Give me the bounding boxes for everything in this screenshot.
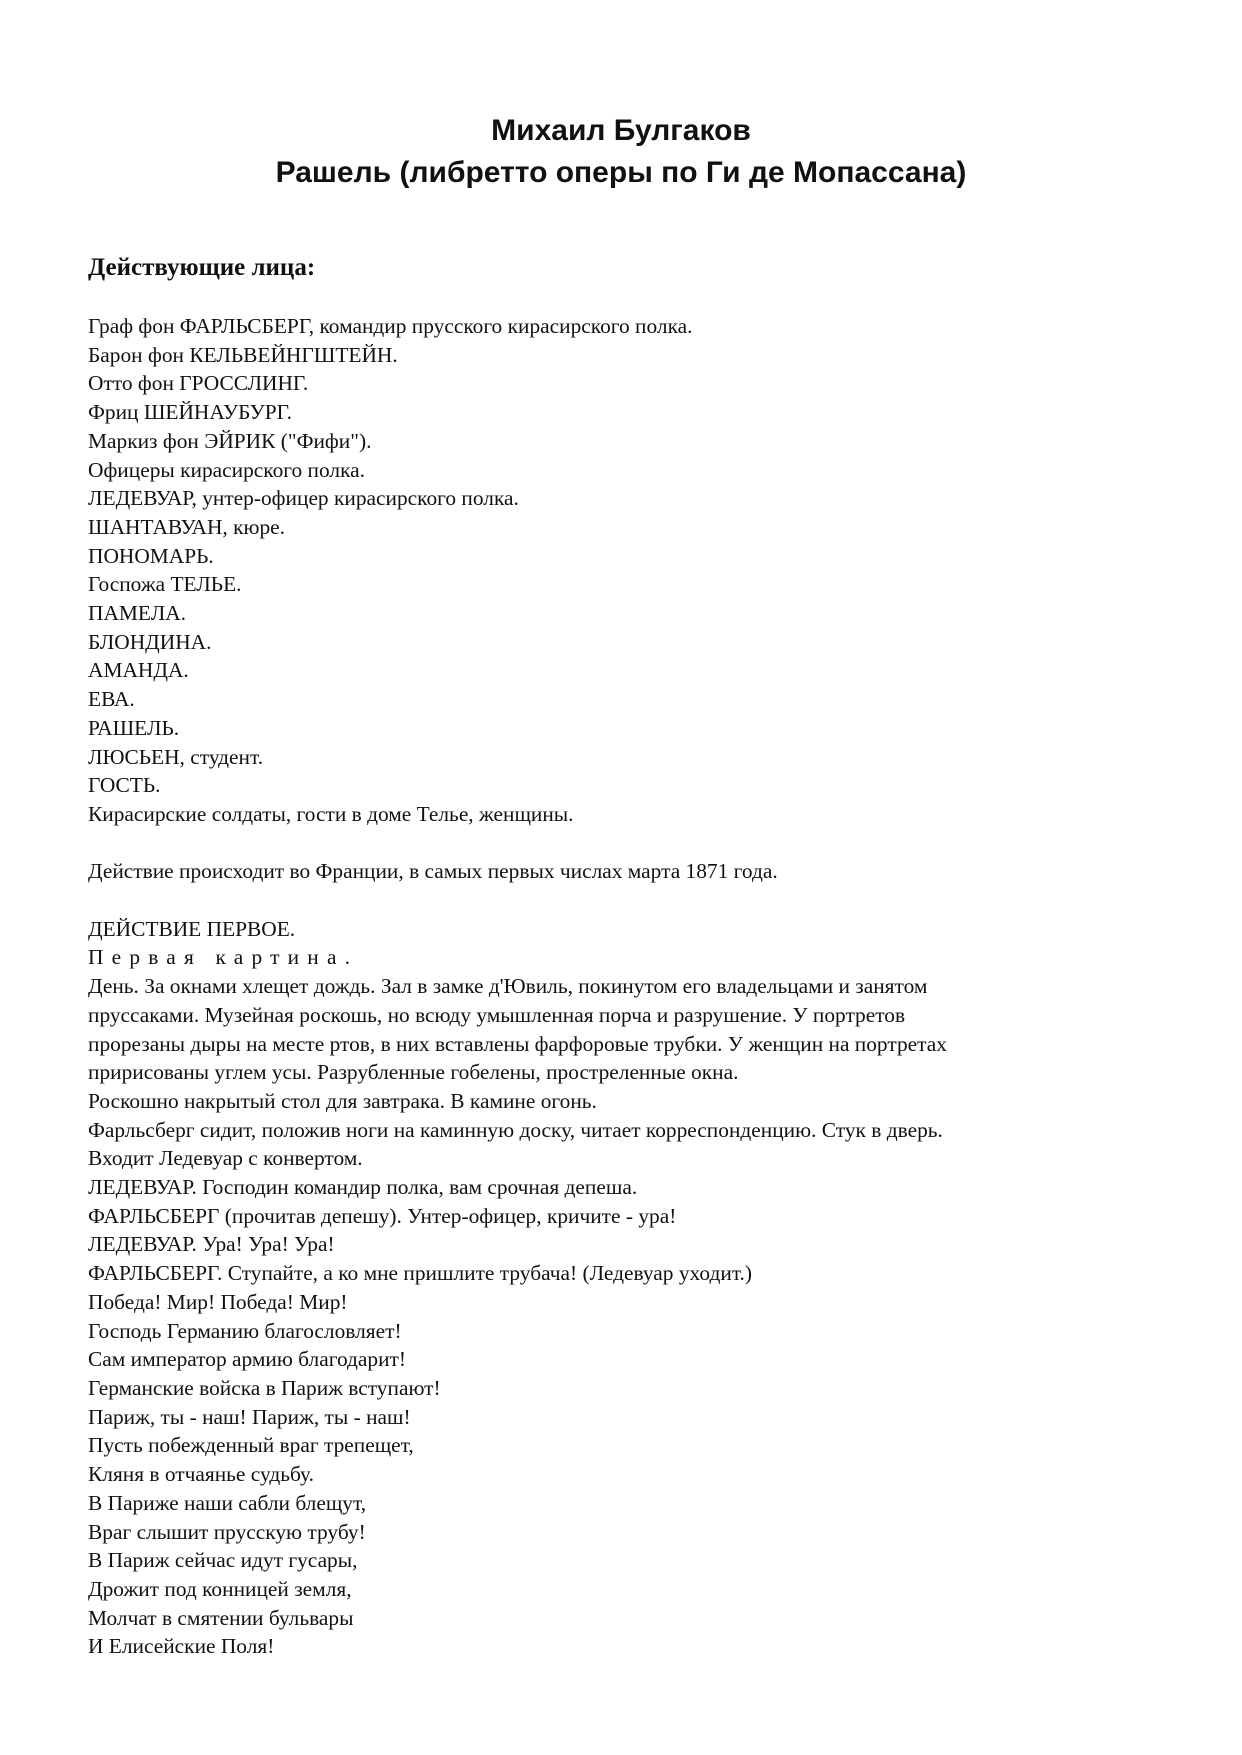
cast-item: БЛОНДИНА. bbox=[88, 629, 212, 654]
scene-line: Враг слышит прусскую трубу! bbox=[88, 1519, 366, 1544]
scene-line: пруссаками. Музейная роскошь, но всюду умышленная порча и разрушение. У портретов bbox=[88, 1002, 906, 1027]
cast-item: Госпожа ТЕЛЬЕ. bbox=[88, 572, 242, 597]
document-title: Рашель (либретто оперы по Ги де Мопассана) bbox=[275, 156, 967, 189]
cast-item: ГОСТЬ. bbox=[88, 773, 161, 798]
scene-line: Фарльсберг сидит, положив ноги на каминную доску, читает корреспонденцию. Стук в дверь. bbox=[88, 1117, 943, 1142]
scene-line: ЛЕДЕВУАР. Ура! Ура! Ура! bbox=[88, 1232, 335, 1257]
scene-line: Молчат в смятении бульвары bbox=[88, 1605, 354, 1630]
scene-line: прорезаны дыры на месте ртов, в них вставлены фарфоровые трубки. У женщин на портретах bbox=[88, 1031, 947, 1056]
scene-line: ФАРЛЬСБЕРГ (прочитав депешу). Унтер-офицер, кричите - ура! bbox=[88, 1203, 677, 1228]
document-body bbox=[88, 312, 1168, 1661]
scene-line: ЛЕДЕВУАР. Господин командир полка, вам срочная депеша. bbox=[88, 1175, 638, 1200]
scene-line: ФАРЛЬСБЕРГ. Ступайте, а ко мне пришлите трубача! (Ледевуар уходит.) bbox=[88, 1261, 753, 1286]
scene-line: Победа! Мир! Победа! Мир! bbox=[88, 1289, 348, 1314]
cast-item: ЕВА. bbox=[88, 687, 135, 712]
scene-line: Сам император армию благодарит! bbox=[88, 1347, 407, 1372]
cast-item: ЛЕДЕВУАР, унтер-офицер кирасирского полка. bbox=[88, 486, 519, 511]
scene-heading: Первая картина. bbox=[88, 945, 359, 970]
scene-line: Париж, ты - наш! Париж, ты - наш! bbox=[88, 1404, 411, 1429]
cast-item: ПАМЕЛА. bbox=[88, 601, 187, 626]
scene-line: В Париже наши сабли блещут, bbox=[88, 1490, 367, 1515]
scene-line: Германские войска в Париж вступают! bbox=[88, 1375, 441, 1400]
cast-item: Барон фон КЕЛЬВЕЙНГШТЕЙН. bbox=[88, 342, 398, 367]
author-name: Михаил Булгаков bbox=[491, 114, 751, 147]
scene-line: Пусть побежденный враг трепещет, bbox=[88, 1433, 414, 1458]
act-heading: ДЕЙСТВИЕ ПЕРВОЕ. bbox=[88, 916, 296, 941]
cast-item: Граф фон ФАРЛЬСБЕРГ, командир прусского кирасирского полка. bbox=[88, 314, 693, 338]
cast-list bbox=[88, 312, 1168, 829]
scene-line: Кляня в отчаянье судьбу. bbox=[88, 1462, 314, 1487]
paragraph-spacer bbox=[88, 886, 1168, 915]
setting-note: Действие происходит во Франции, в самых первых числах марта 1871 года. bbox=[88, 859, 778, 884]
scene-line: Входит Ледевуар с конвертом. bbox=[88, 1146, 363, 1171]
cast-item: Маркиз фон ЭЙРИК ("Фифи"). bbox=[88, 428, 372, 453]
scene-line: В Париж сейчас идут гусары, bbox=[88, 1548, 358, 1573]
cast-item: Фриц ШЕЙНАУБУРГ. bbox=[88, 400, 292, 425]
cast-item: АМАНДА. bbox=[88, 658, 189, 683]
cast-heading: Действующие лица: bbox=[88, 254, 316, 281]
scene-line: Господь Германию благословляет! bbox=[88, 1318, 402, 1343]
scene-line: И Елисейские Поля! bbox=[88, 1634, 275, 1659]
document-title-block bbox=[0, 110, 1242, 194]
cast-item: Офицеры кирасирского полка. bbox=[88, 457, 366, 482]
scene-line: Дрожит под конницей земля, bbox=[88, 1576, 352, 1601]
scene-line: День. За окнами хлещет дождь. Зал в замке д'Ювиль, покинутом его владельцами и занятом bbox=[88, 974, 928, 999]
cast-item: Отто фон ГРОССЛИНГ. bbox=[88, 371, 309, 396]
cast-item: ШАНТАВУАН, кюре. bbox=[88, 514, 286, 539]
cast-item: Кирасирские солдаты, гости в доме Телье, женщины. bbox=[88, 801, 574, 826]
cast-item: РАШЕЛЬ. bbox=[88, 715, 180, 740]
cast-item: ЛЮСЬЕН, студент. bbox=[88, 744, 264, 769]
paragraph-spacer bbox=[88, 829, 1168, 858]
scene-line: Роскошно накрытый стол для завтрака. В камине огонь. bbox=[88, 1088, 597, 1113]
scene-line: пририсованы углем усы. Разрубленные гобелены, простреленные окна. bbox=[88, 1060, 739, 1085]
cast-item: ПОНОМАРЬ. bbox=[88, 543, 214, 568]
scene-text bbox=[88, 972, 1168, 1661]
